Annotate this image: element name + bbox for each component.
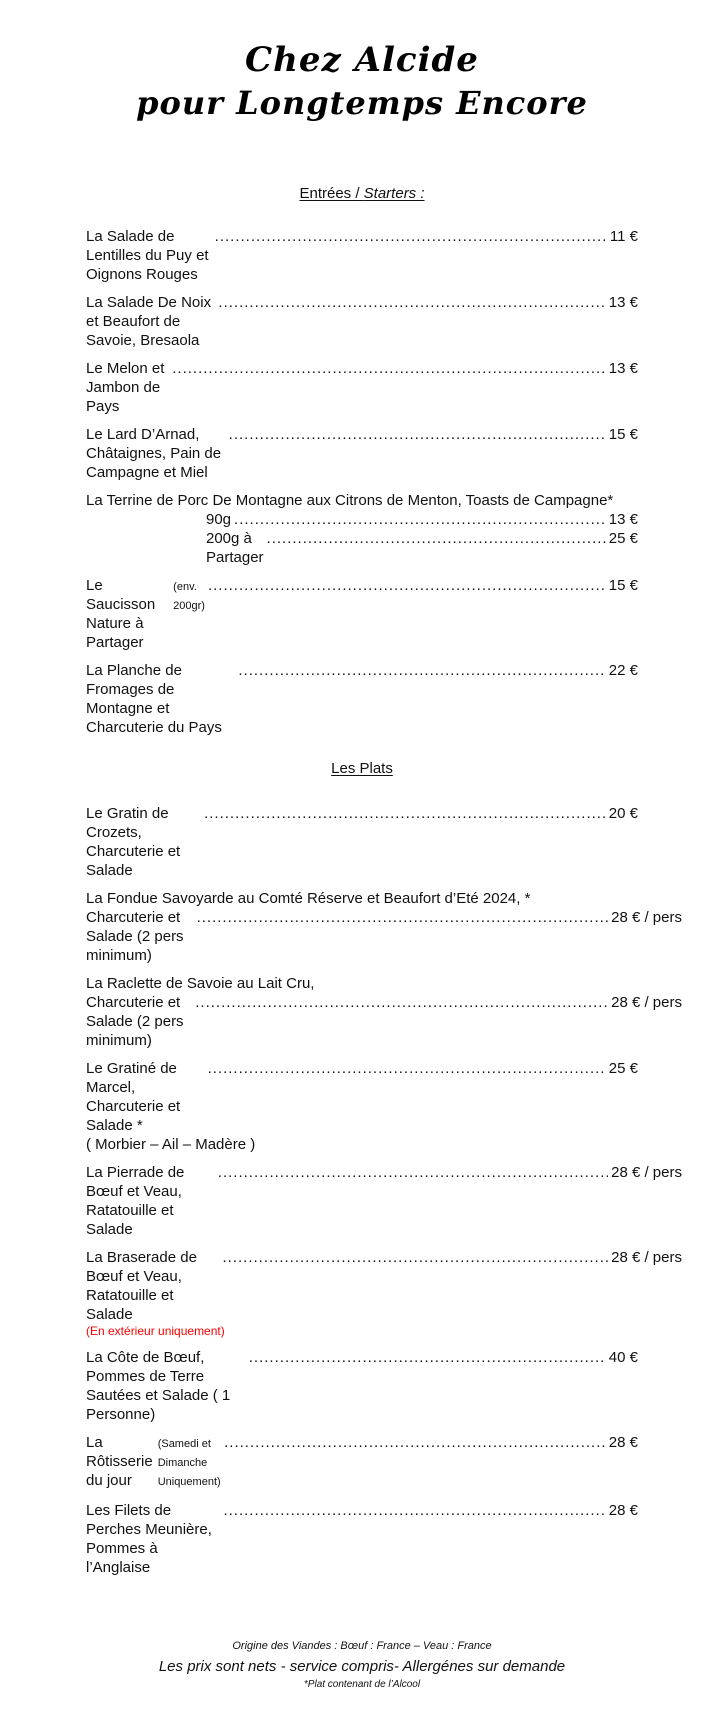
menu-item-price: 28 € / pers bbox=[611, 994, 682, 1011]
menu-item-price: 22 € bbox=[608, 662, 638, 679]
menu-item-note: (Samedi et Dimanche Uniquement) bbox=[157, 1438, 221, 1488]
dot-leader bbox=[195, 993, 608, 1012]
menu-item-text: La Planche de Fromages de Montagne et Charcuterie du Pays bbox=[86, 662, 227, 736]
menu-item-price: 20 € bbox=[608, 805, 638, 822]
menu-item-group bbox=[86, 1501, 638, 1577]
dot-leader bbox=[224, 1433, 606, 1452]
menu-item-price: 11 € bbox=[609, 228, 638, 245]
menu-item-group bbox=[86, 425, 638, 482]
menu-line bbox=[86, 1135, 638, 1154]
dot-leader bbox=[218, 293, 605, 312]
plats-heading bbox=[86, 759, 638, 778]
menu-item-group bbox=[86, 889, 682, 965]
dot-leader bbox=[223, 1501, 605, 1520]
dot-leader bbox=[249, 1348, 606, 1367]
dot-leader bbox=[238, 661, 605, 680]
menu-item-subtext: ( Morbier – Ail – Madère ) bbox=[86, 1136, 256, 1153]
menu-line bbox=[86, 359, 638, 416]
restaurant-title bbox=[86, 40, 638, 122]
menu-line bbox=[86, 1433, 638, 1492]
menu-item-text: Le Lard D’Arnad, Châtaignes, Pain de Campagne et Miel bbox=[86, 426, 226, 481]
menu-item-group bbox=[86, 1059, 638, 1154]
menu-item-group bbox=[86, 1348, 638, 1424]
menu-item-group bbox=[86, 359, 638, 416]
menu-item-price: 25 € bbox=[608, 1060, 638, 1077]
menu-item-group bbox=[86, 293, 638, 350]
menu-line bbox=[86, 993, 682, 1050]
plats-heading-text: Les Plats bbox=[331, 760, 393, 777]
alcohol-note: *Plat contenant de l’Alcool bbox=[303, 1679, 421, 1690]
dot-leader bbox=[218, 1163, 608, 1182]
menu-line bbox=[86, 491, 638, 510]
menu-item-text: La Salade De Noix et Beaufort de Savoie, Bresaola bbox=[86, 294, 216, 349]
menu-item-price: 28 € / pers bbox=[611, 1249, 682, 1266]
menu-line bbox=[86, 661, 638, 737]
dot-leader bbox=[234, 510, 606, 529]
menu-line bbox=[86, 227, 638, 284]
menu-item-note: (env. 200gr) bbox=[173, 581, 205, 612]
dot-leader bbox=[208, 1059, 606, 1078]
menu-item-price: 28 € / pers bbox=[611, 909, 682, 926]
plats-section bbox=[86, 759, 682, 1577]
footer bbox=[86, 1639, 638, 1691]
menu-item-price: 25 € bbox=[608, 530, 638, 547]
menu-item-price: 28 € bbox=[608, 1434, 638, 1451]
dot-leader bbox=[267, 529, 606, 548]
menu-item-group bbox=[86, 576, 638, 652]
dot-leader bbox=[208, 576, 606, 595]
menu-item-group bbox=[86, 1163, 682, 1239]
dot-leader bbox=[197, 908, 609, 927]
menu-line bbox=[86, 576, 638, 652]
starters-heading-underline bbox=[299, 185, 424, 202]
menu-line bbox=[86, 293, 638, 350]
dot-leader bbox=[172, 359, 606, 378]
menu-item-group bbox=[86, 491, 638, 567]
restaurant-name: Chez Alcide bbox=[245, 40, 479, 80]
menu-line bbox=[86, 1163, 682, 1239]
menu-item-text: La Pierrade de Bœuf et Veau, Ratatouille et Salade bbox=[86, 1164, 189, 1238]
dot-leader bbox=[204, 804, 606, 823]
menu-item-text: La Braserade de Bœuf et Veau, Ratatouille et Salade bbox=[86, 1249, 202, 1323]
prices-service-note: Les prix sont nets - service compris- Allergénes sur demande bbox=[158, 1658, 566, 1675]
menu-item-text: Le Melon et Jambon de Pays bbox=[86, 360, 169, 415]
dot-leader bbox=[215, 227, 607, 246]
menu-item-price: 28 € bbox=[608, 1502, 638, 1519]
menu-line bbox=[86, 510, 638, 529]
menu-line bbox=[86, 1324, 638, 1339]
starters-section bbox=[86, 184, 638, 737]
starters-heading-text: Entrées / bbox=[299, 185, 364, 202]
menu-item-text: Le Saucisson Nature à Partager bbox=[86, 577, 160, 651]
starters-heading bbox=[86, 184, 638, 203]
dot-leader bbox=[222, 1248, 608, 1267]
menu-line bbox=[86, 804, 638, 880]
menu-item-text: La Fondue Savoyarde au Comté Réserve et Beaufort d’Eté 2024, * bbox=[86, 890, 531, 907]
starters-heading-italic: Starters : bbox=[363, 185, 425, 202]
menu-item-text: Charcuterie et Salade (2 pers minimum) bbox=[86, 994, 188, 1049]
menu-item-group bbox=[86, 661, 638, 737]
restaurant-tagline: pour Longtemps Encore bbox=[136, 84, 588, 122]
menu-line bbox=[86, 1501, 638, 1577]
menu-item-group bbox=[86, 227, 638, 284]
menu-item-group bbox=[86, 1248, 682, 1339]
outdoor-only-note: (En extérieur uniquement) bbox=[86, 1324, 225, 1338]
menu-item-text: Le Gratin de Crozets, Charcuterie et Salade bbox=[86, 805, 185, 879]
menu-item-text: La Côte de Bœuf, Pommes de Terre Sautées et Salade ( 1 Personne) bbox=[86, 1349, 235, 1423]
menu-item-text: 90g bbox=[206, 511, 236, 528]
menu-item-group bbox=[86, 804, 638, 880]
menu-item-text: La Terrine de Porc De Montagne aux Citrons de Menton, Toasts de Campagne* bbox=[86, 492, 614, 509]
menu-line bbox=[86, 1059, 638, 1135]
meat-origin-note: Origine des Viandes : Bœuf : France – Veau : France bbox=[232, 1640, 492, 1652]
menu-item-price: 13 € bbox=[608, 511, 638, 528]
menu-item-text: Les Filets de Perches Meunière, Pommes à l’Anglaise bbox=[86, 1502, 217, 1576]
menu-item-price: 28 € / pers bbox=[611, 1164, 682, 1181]
menu-item-text: La Salade de Lentilles du Puy et Oignons Rouges bbox=[86, 228, 213, 283]
menu-line bbox=[86, 908, 682, 965]
menu-item-price: 40 € bbox=[608, 1349, 638, 1366]
menu-line bbox=[86, 529, 638, 567]
menu-item-text: La Rôtisserie du jour bbox=[86, 1434, 157, 1489]
menu-line bbox=[86, 1248, 682, 1324]
menu-item-price: 15 € bbox=[608, 577, 638, 594]
menu-item-text: Charcuterie et Salade (2 pers minimum) bbox=[86, 909, 188, 964]
dot-leader bbox=[229, 425, 606, 444]
menu-item-group bbox=[86, 1433, 638, 1492]
menu-line bbox=[86, 1348, 638, 1424]
menu-item-text: 200g à Partager bbox=[206, 530, 268, 566]
menu-item-price: 15 € bbox=[608, 426, 638, 443]
menu-line bbox=[86, 425, 638, 482]
menu-item-text: Le Gratiné de Marcel, Charcuterie et Salade * bbox=[86, 1060, 185, 1134]
menu-item-price: 13 € bbox=[608, 294, 638, 311]
menu-item-price: 13 € bbox=[608, 360, 638, 377]
menu-line bbox=[86, 889, 638, 908]
menu-line bbox=[86, 974, 638, 993]
menu-item-group bbox=[86, 974, 682, 1050]
menu-item-text: La Raclette de Savoie au Lait Cru, bbox=[86, 975, 315, 992]
